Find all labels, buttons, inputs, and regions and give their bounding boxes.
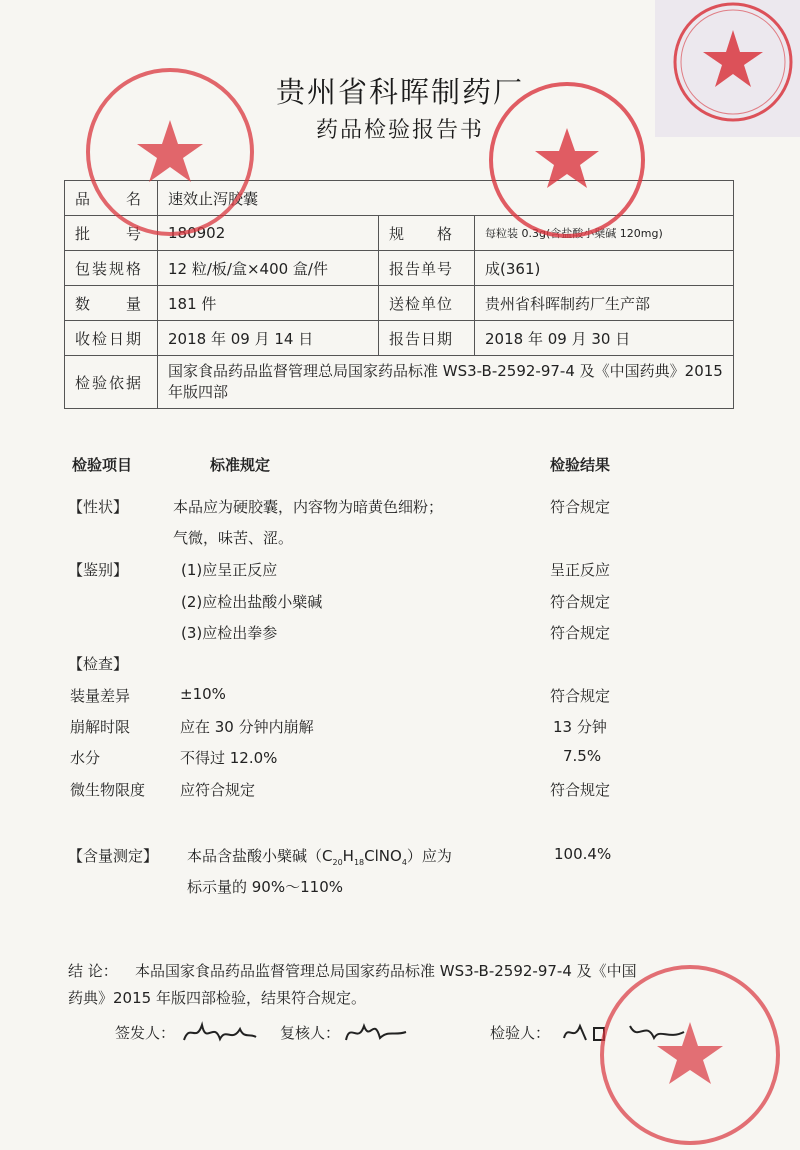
col-standard-header: 标准规定	[210, 456, 271, 474]
batch-label: 批 号	[65, 216, 158, 251]
package-label: 包装规格	[65, 251, 158, 286]
stamp-bottom-right-graphic	[590, 960, 790, 1150]
basis-value: 国家食品药品监督管理总局国家药品标准 WS3-B-2592-97-4 及《中国药典》2015 年版四部	[158, 356, 734, 409]
product-value: 速效止泻胶囊	[158, 181, 734, 216]
company-title: 贵州省科晖制药厂	[275, 75, 524, 109]
sender-label: 送检单位	[379, 286, 475, 321]
assay-prefix: 本品含盐酸小檗碱（C	[187, 847, 333, 865]
identification-label: 【鉴别】	[68, 561, 129, 579]
fill-label: 装量差异	[70, 687, 131, 705]
inspection-label: 【检查】	[68, 655, 129, 673]
water-standard: 不得过 12.0%	[180, 749, 278, 767]
issuer-signature	[180, 1015, 260, 1050]
microbial-standard: 应符合规定	[180, 781, 256, 799]
id3-standard: (3)应检出拳参	[181, 624, 278, 642]
disintegration-label: 崩解时限	[70, 718, 131, 736]
fill-standard: ±10%	[180, 685, 226, 703]
assay-suffix: ）应为	[406, 847, 452, 865]
assay-sub-c: 20	[332, 858, 343, 867]
id2-standard: (2)应检出盐酸小檗碱	[181, 593, 323, 611]
receive-date-label: 收检日期	[65, 321, 158, 356]
report-title: 药品检验报告书	[315, 118, 484, 143]
stamp-bottom-right	[590, 960, 790, 1150]
col-item-header: 检验项目	[72, 456, 133, 474]
basis-label: 检验依据	[65, 356, 158, 409]
fill-result: 符合规定	[550, 687, 611, 705]
assay-sub-h: 18	[353, 858, 365, 867]
assay-label: 【含量测定】	[68, 847, 159, 865]
microbial-label: 微生物限度	[70, 781, 146, 799]
appearance-result: 符合规定	[550, 498, 611, 516]
assay-h: H	[342, 847, 354, 865]
id1-result: 呈正反应	[550, 561, 611, 579]
water-label: 水分	[70, 749, 101, 767]
assay-clno: ClNO	[364, 847, 402, 865]
info-table	[64, 180, 734, 409]
reviewer-signature	[342, 1012, 412, 1050]
assay-result: 100.4%	[554, 845, 612, 863]
issuer-label: 签发人：	[115, 1024, 176, 1042]
table-row	[65, 251, 734, 286]
conclusion-text-1: 本品国家食品药品监督管理总局国家药品标准 WS3-B-2592-97-4 及《中国	[135, 962, 637, 980]
disintegration-result: 13 分钟	[553, 718, 607, 736]
table-row	[65, 321, 734, 356]
appearance-standard-2: 气微，味苦、涩。	[173, 529, 294, 547]
table-row	[65, 181, 734, 216]
inspector-signature	[560, 1012, 690, 1050]
spec-label: 规 格	[379, 216, 475, 251]
appearance-label: 【性状】	[68, 498, 129, 516]
receive-date-value: 2018 年 09 月 14 日	[158, 321, 379, 356]
appearance-standard-1: 本品应为硬胶囊，内容物为暗黄色细粉；	[173, 498, 444, 516]
id3-result: 符合规定	[550, 624, 611, 642]
report-date-label: 报告日期	[379, 321, 475, 356]
id2-result: 符合规定	[550, 593, 611, 611]
table-row	[65, 356, 734, 409]
spec-value: 每粒装 0.3g(含盐酸小檗碱 120mg)	[475, 216, 734, 251]
id1-standard: (1)应呈正反应	[181, 561, 278, 579]
assay-standard-1	[187, 845, 452, 867]
reviewer-label: 复核人：	[280, 1024, 341, 1042]
table-row	[65, 286, 734, 321]
quantity-value: 181 件	[158, 286, 379, 321]
sender-value: 贵州省科晖制药厂生产部	[475, 286, 734, 321]
report-date-value: 2018 年 09 月 30 日	[475, 321, 734, 356]
disintegration-standard: 应在 30 分钟内崩解	[180, 718, 314, 736]
report-no-label: 报告单号	[379, 251, 475, 286]
inspector-label: 检验人：	[490, 1024, 551, 1042]
table-row	[65, 216, 734, 251]
col-result-header: 检验结果	[550, 456, 611, 474]
product-label: 品 名	[65, 181, 158, 216]
quantity-label: 数 量	[65, 286, 158, 321]
conclusion-label: 结 论：	[68, 962, 118, 980]
batch-value: 180902	[158, 216, 379, 251]
assay-sub-o: 4	[401, 858, 407, 867]
package-value: 12 粒/板/盒×400 盒/件	[158, 251, 379, 286]
conclusion-text-2: 药典》2015 年版四部检验，结果符合规定。	[68, 989, 366, 1007]
microbial-result: 符合规定	[550, 781, 611, 799]
water-result: 7.5%	[563, 747, 602, 765]
report-no-value: 成(361)	[475, 251, 734, 286]
assay-standard-2: 标示量的 90%～110%	[187, 878, 343, 896]
